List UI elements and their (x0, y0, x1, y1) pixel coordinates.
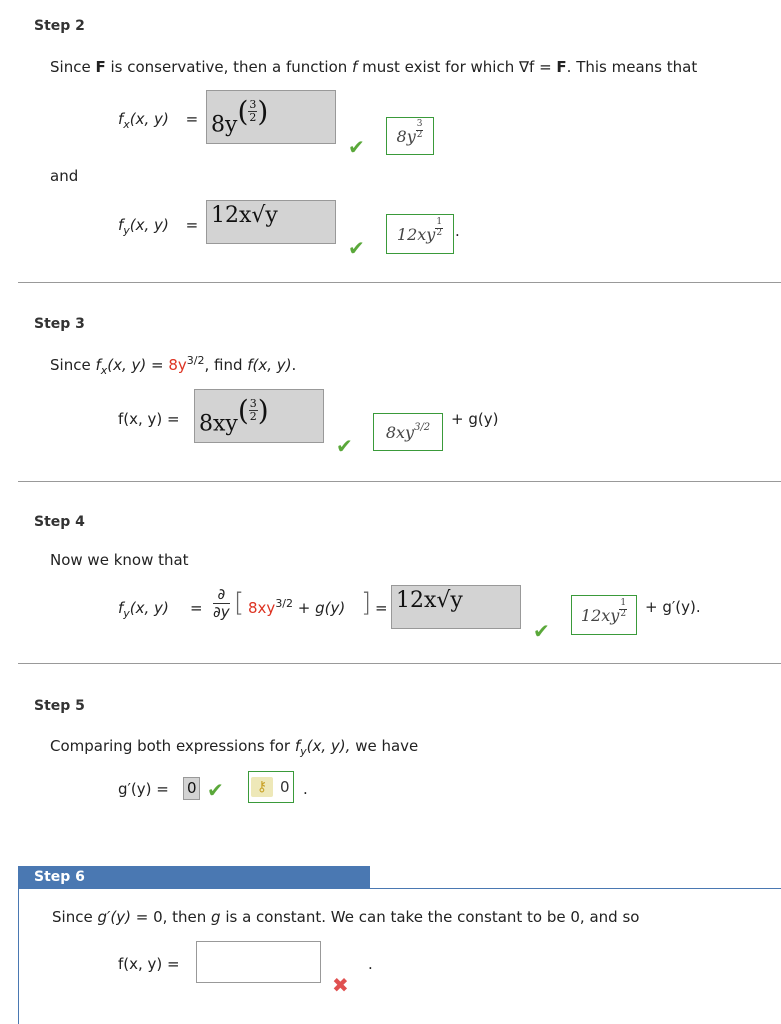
step3-f-label: f(x, y) = (118, 410, 180, 428)
step5-answer: ⚷ 0 (248, 771, 294, 803)
key-icon: ⚷ (251, 777, 273, 797)
step6-left-border (18, 889, 19, 1024)
step6-title: Step 6 (34, 869, 85, 885)
step4-eq2: = (375, 599, 388, 617)
step2-title: Step 2 (34, 18, 85, 34)
step4-plus-gprime: + g′(y). (645, 598, 701, 616)
step4-derivative: ∂ ∂y (213, 585, 230, 622)
step5-text: Comparing both expressions for $f_y(x$, y), we have (50, 737, 419, 758)
step4-fy-label: $f_y(x$, y) (118, 599, 169, 620)
step3-answer: 8xy $^{3/2}$ (373, 413, 443, 451)
step4-check-icon: ✔ (533, 619, 550, 643)
step4-eq: = (190, 599, 203, 617)
step4-answer: 12xy $\frac{1}{2}$ (571, 595, 637, 635)
step2-and: and (50, 167, 79, 185)
step2-fx-answer: 8y $\frac{3}{2}$ (386, 117, 434, 155)
step3-intro: Since $f_x(x$, $y) = 8y^{3/2}$, find f(x, y). (50, 354, 297, 377)
step3-title: Step 3 (34, 316, 85, 332)
step4-entry[interactable]: 12x√y (391, 585, 521, 629)
step3-f-entry[interactable]: 8xy( $\frac{3}{2}$ ) (194, 389, 324, 443)
step5-period: . (303, 780, 308, 798)
step6-cross-icon: ✖ (332, 973, 349, 997)
step5-gprime-label: g′(y) = (118, 780, 169, 798)
step2-intro: Since F is conservative, then a function f must exist for which ∇f = F. This means that (50, 58, 698, 76)
step4-bracket-expr: $8xy^{3/2} + g(y)$ (248, 597, 346, 617)
step4-title: Step 4 (34, 514, 85, 530)
step2-fy-check-icon: ✔ (348, 236, 365, 260)
divider (18, 663, 781, 664)
step2-fx-label: $f_x(x$, y) = (118, 110, 199, 131)
step4-bracket-right: ] (361, 588, 372, 618)
step3-plus-g: + g(y) (451, 410, 499, 428)
step4-text: Now we know that (50, 551, 189, 569)
step4-bracket-left: [ (234, 588, 245, 618)
step6-text: Since g′(y) = 0, then g is a constant. We can take the constant to be 0, and so (52, 908, 640, 926)
divider (18, 481, 781, 482)
step5-check-icon: ✔ (207, 778, 224, 802)
step2-fy-label: $f_y(x$, y) = (118, 216, 199, 237)
step2-fx-check-icon: ✔ (348, 135, 365, 159)
step3-check-icon: ✔ (336, 434, 353, 458)
step2-fy-entry[interactable]: 12x√y (206, 200, 336, 244)
step6-f-label: f(x, y) = (118, 955, 180, 973)
step2-fy-period: . (455, 222, 460, 240)
step6-period: . (368, 955, 373, 973)
step6-answer-input[interactable] (196, 941, 321, 983)
step5-entry[interactable]: 0 (183, 777, 200, 800)
step6-header-line (370, 888, 781, 889)
step6-header (18, 866, 370, 889)
divider (18, 282, 781, 283)
step2-fx-entry[interactable]: 8y( $\frac{3}{2}$ ) (206, 90, 336, 144)
step2-fy-answer: 12xy $\frac{1}{2}$ (386, 214, 454, 254)
step5-title: Step 5 (34, 698, 85, 714)
